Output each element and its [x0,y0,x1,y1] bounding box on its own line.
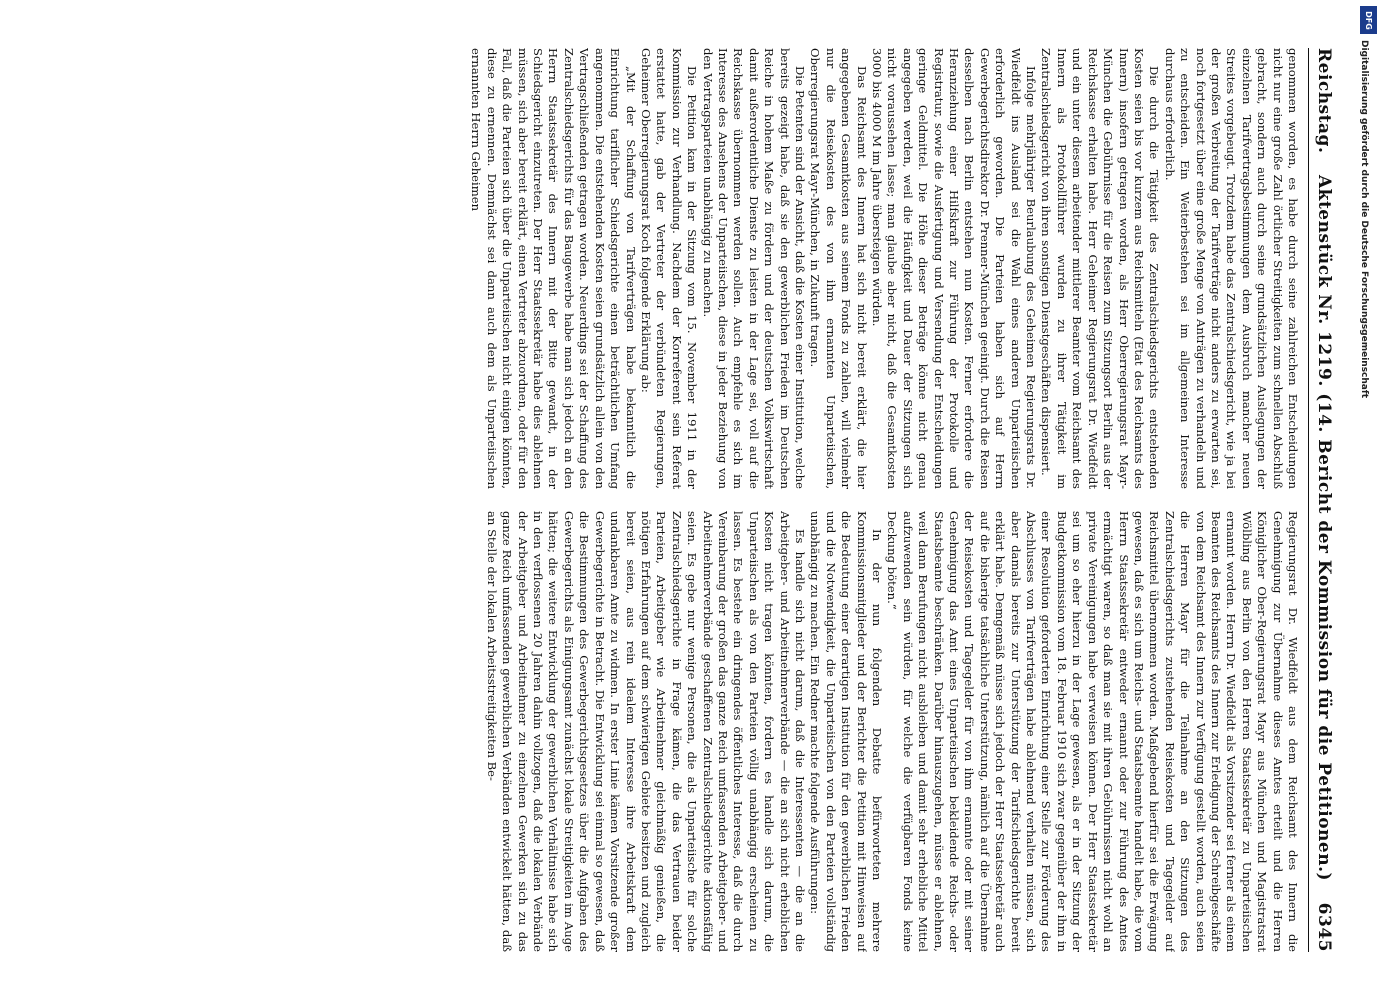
paragraph: genommen worden, es habe durch seine zahlreichen Entscheidungen nicht nur eine große Zahl örtlicher Streitigkeiten zum schnellen Abschluß gebracht, sondern auch durch seine grundsätzlichen Auslegungen der einzelnen Tarifvertragsbestimmungen dem Ausbruch mancher neuen Streites vorgebeugt. Trotzdem habe das Zentralschiedsgericht, wie ja bei der großen Verbreitung der Tarifverträge nicht anders zu erwarten sei, noch fortgesetzt über eine große Menge von Anträgen zu verhandeln und zu entscheiden. Ein Weiterbestehen sei im allgemeinen Interesse durchaus erforderlich. [1162,48,1300,489]
text-columns [60,48,1300,952]
paragraph: In der nun folgenden Debatte befürworteten mehrere Kommissionsmitglieder und der Berichter die Petition mit Hinweisen auf die Bedeutung einer derartigen Institution für den gewerblichen Frieden und die Notwendigkeit, die Unparteiischen von den Parteien vollständig unabhängig zu machen. Ein Redner machte folgende Ausführungen: [808,511,885,952]
running-header [1308,48,1334,952]
column-right [60,511,1300,952]
digitization-credit [1357,0,1381,1000]
dfg-logo-text: DFG [1364,10,1374,30]
paragraph: Das Reichsamt des Innern hat sich nicht bereit erklärt, die hier angegebenen Gesamtkosten aus seinem Fonds zu zahlen, will vielmehr nur die Reisekosten des von ihm ernannten Unparteiischen, Oberregierungsrat Mayr-München, in Zukunft tragen. [808,48,869,489]
document-page [30,30,1340,970]
paragraph: Infolge mehrjähriger Beurlaubung des Geheimen Regierungsrats Dr. Wiedfeldt ins Ausland sei die Wahl eines anderen Unparteiischen erforderlich geworden. Die Parteien haben sich auf Herrn Gewerbegerichtsdirektor Dr. Prenner-München geeinigt. Durch die Reisen desselben nach Berlin entstehen nun Kosten. Ferner erfordere die Heranziehung einer Hilfskraft zur Führung der Protokolle und Registratur, sowie die Ausfertigung und Versendung der Entscheidungen geringe Geldmittel. Die Höhe dieser Beträge könne nicht genau angegeben werden, weil die Häufigkeit und Dauer der Sitzungen sich nicht voraussehen lasse; man glaube aber nicht, daß die Gesamtkosten 3000 bis 4000 M im Jahre übersteigen würden. [870,48,1039,489]
column-left [60,48,1300,489]
paragraph: Regierungsrat Dr. Wiedfeldt aus dem Reichsamt des Innern die Genehmigung zur Übernahme dieses Amtes erteilt und die Herren Königlicher Ober-Regierungsrat Mayr aus München und Magistratsrat Wölbling aus Berlin von den Herren Staatssekretär zu Unparteiischen ernannt worden. Herrn Dr. Wiedfeldt als Vorsitzender sei ferner als einem Beamten des Reichsamts des Innern zur Erledigung der Schreibgeschäfte von dem Reichsamt des Innern zur Verfügung gestellt worden, auch seien die Herren Mayr für die Teilnahme an den Sitzungen des Zentralschiedsgerichts zustehenden Reisekosten und Tagegelder auf Reichsmittel übernommen worden. Maßgebend hierfür sei die Erwägung gewesen, daß es sich um Reichs- und Staatsbeamte handelt habe, die vom Herrn Staatssekretär entweder ernannt oder zur Führung des Amtes ermächtigt waren, so daß man sie mit ihren Gebührnissen nicht wohl an private Vereinigungen habe verweisen können. Der Herr Staatssekretär sei um so eher hierzu in der Lage gewesen, als er in der Sitzung der Budgetkommission vom 18. Februar 1910 sich zwar gegenüber der ihm in einer Resolution geforderten Einrichtung einer Stelle zur Förderung des Abschlusses von Tarifverträgen habe ablehnend verhalten müssen, sich aber damals bereits zur Unterstützung der Tarifschiedsgerichte bereit erklärt habe. Demgemäß müsse sich jedoch der Herr Staatssekretär auch auf die bisherige tatsächliche Unterstützung, nämlich auf die Übernahme der Reisekosten und Tagegelder für von ihm ernannte oder mit seiner Genehmigung das Amt eines Unparteiischen bekleidende Reichs- oder Staatsbeamte beschränken. Darüber hinauszugehen, müsse er ablehnen, weil dann Berufungen nicht ausbleiben und damit sehr erhebliche Mittel aufzuwenden sein würden, für welche die verfügbaren Fonds keine Deckung böten.“ [885,511,1300,952]
page-number: 6345 [1314,902,1334,952]
credit-text: Digitalisierung gefördert durch die Deutsche Forschungsgemeinschaft [1359,40,1369,399]
paragraph: Die durch die Tätigkeit des Zentralschiedsgerichts entstehenden Kosten seien bis vor kurzem aus Reichsmitteln (Etat des Reichsamts des Innern) insofern getragen worden, als Herr Oberregierungsrat Mayr-München die Gebührnisse für die Reisen zum Sitzungsort Berlin aus der Reichskasse erhalten habe. Herr Geheimer Regierungsrat Dr. Wiedfeldt und ein unter diesem arbeitender mittlerer Beamter vom Reichsamt des Innern als Protokollführer wurden zu ihrer Tätigkeit im Zentralschiedsgericht von ihren sonstigen Dienstgeschäften dispensiert. [1039,48,1162,489]
paragraph: Die Petenten sind der Ansicht, daß die Kosten einer Institution, welche bereits gezeigt habe, daß sie den gewerblichen Frieden im Deutschen Reiche in hohem Maße zu fördern und der deutschen Volkswirtschaft damit außerordentliche Dienste zu leisten in der Lage sei, voll auf die Reichskasse übernommen werden sollen. Auch empfehle es sich im Interesse des Ansehens der Unparteiischen, diese in jeder Beziehung von den Vertragsparteien unabhängig zu machen. [700,48,807,489]
header-left: Reichstag. [1314,48,1334,154]
dfg-logo-icon [1360,6,1377,34]
paragraph: Es handle sich nicht darum, daß die Interessenten — die an die Arbeitgeber- und Arbeitnehmerverbände — die an sich nicht erheblichen Kosten nicht tragen könnten, fordern es handle sich darum, die Unparteiischen als von den Parteien völlig unabhängig erscheinen zu lassen. Es bestehe ein dringendes öffentliches Interesse, daß die durch Vereinbarung der großen das ganze Reich umfassenden Arbeitgeber- und Arbeitnehmerverbände geschaffenen Zentralschiedsgerichte aktionsfähig seien. Es gebe nur wenige Personen, die als Unparteiische für solche Zentralschiedsgerichte in Frage kämen, die das Vertrauen beider Parteien, Arbeitgeber wie Arbeitnehmer gleichmäßig genießen, die nötigen Erfahrungen auf dem schwierigen Gebiete besitzen und zugleich bereit seien, aus rein idealem Interesse ihre Arbeitskraft dem undankbaren Amte zu widmen. In erster Linie kämen Vorsitzende großer Gewerbegerichte in Betracht. Die Entwicklung sei einmal so gewesen, daß die Bestimmungen des Gewerbegerichtsgesetzes über die Aufgaben des Gewerbegerichts als Einigungsamt zunächst lokale Streitigkeiten im Auge hätten; die weitere Entwicklung der gewerblichen Verhältnisse habe sich in den verflossenen 20 Jahren dahin vollzogen, daß die lokalen Verbände der Arbeitgeber und Arbeitnehmer zu einzelnen Gewerken sich zu das ganze Reich umfassenden gewerblichen Verbänden entwickelt hätten, daß an Stelle der lokalen Arbeitsstreitigkeiten Be- [484,511,807,952]
header-title: Aktenstück Nr. 1219. (14. Bericht der Kommission für die Petitionen.) [1314,174,1334,882]
paragraph: „Mit der Schaffung von Tarifverträgen habe bekanntlich die Einrichtung tariflicher Schiedsgerichte einen beträchtlichen Umfang angenommen. Die entstehenden Kosten seien grundsätzlich allein von den Vertragschließenden getragen worden. Neuerdings sei der Schaffung des Zentralschiedsgerichts für das Baugewerbe habe man sich jedoch an den Herrn Staatssekretär des Innern mit der Bitte gewandt, in der Schiedsgericht einzutreten. Der Herr Staatssekretär habe dies ablehnen müssen, sich aber bereit erklärt, einen Vertreter abzuordnen, oder für den Fall, daß die Parteien sich über die Unparteiischen nicht einigen könnten, diese zu ernennen. Demnächst sei dann auch dem als Unparteiischen ernannten Herrn Geheimen [469,48,638,489]
paragraph: Die Petition kam in der Sitzung vom 15. November 1911 in der Kommission zur Verhandlung. Nachdem der Korreferent sein Referat erstattet hatte, gab der Vertreter der verbündeten Regierungen, Geheimer Oberregierungsrat Koch folgende Erklärung ab: [638,48,700,489]
